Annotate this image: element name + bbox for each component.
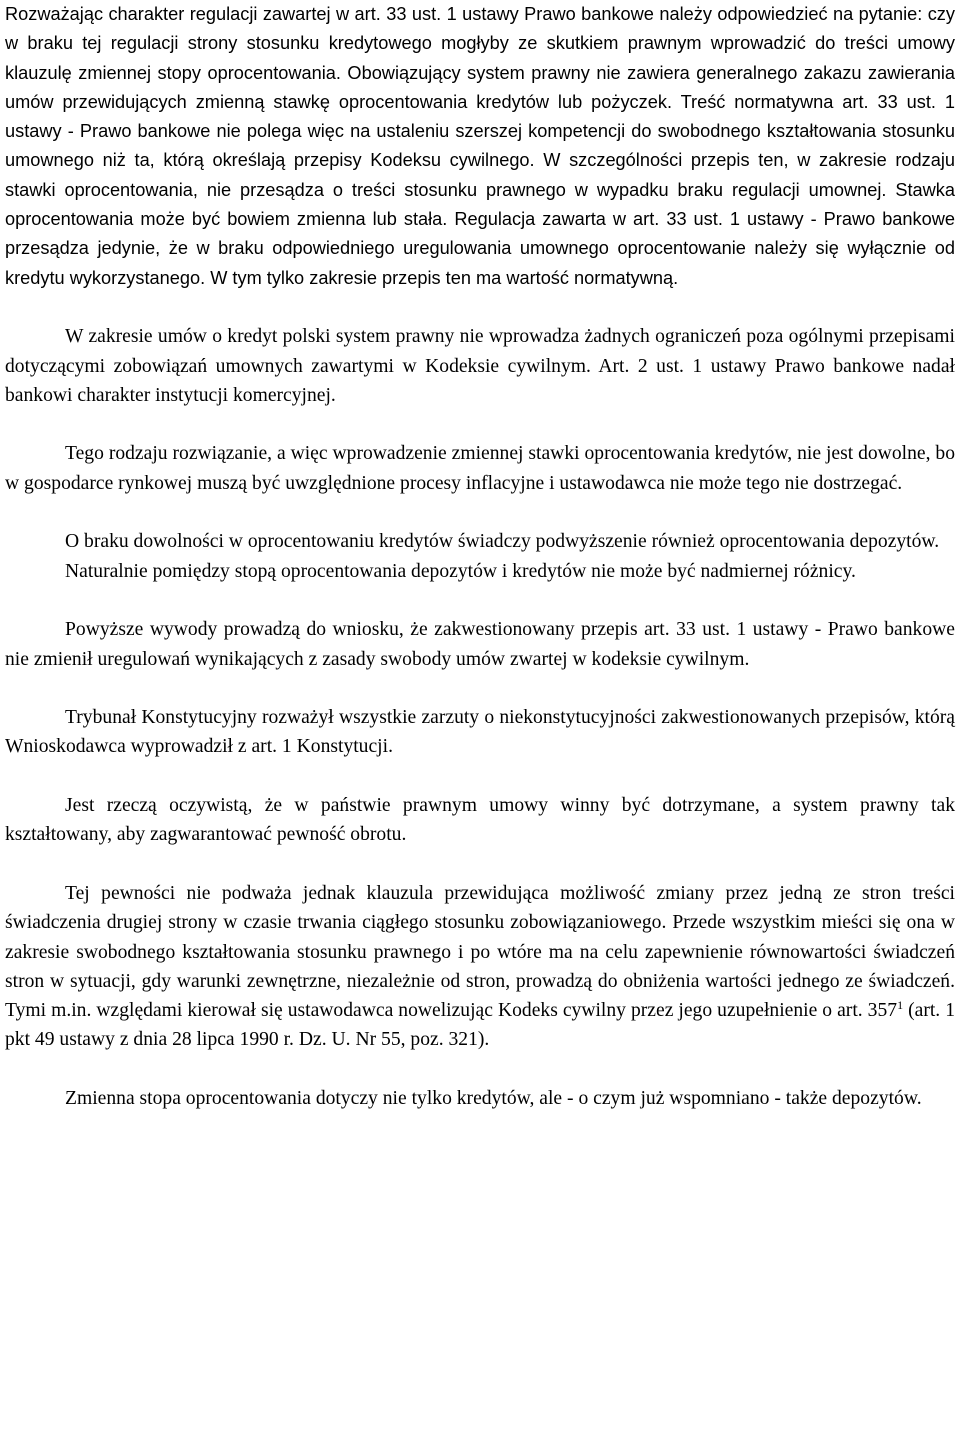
- paragraph-1: [5, 0, 955, 293]
- paragraph-9: [5, 879, 955, 1055]
- paragraph-7: Trybunał Konstytucyjny rozważył wszystkie zarzuty o niekonstytucyjności zakwestionowanych przepisów, którą Wnioskodawca wyprowadził z art. 1 Konstytucji.: [5, 707, 955, 758]
- paragraph-8: Jest rzeczą oczywistą, że w państwie prawnym umowy winny być dotrzymane, a system prawny tak kształtowany, aby zagwarantować pewność obrotu.: [5, 795, 955, 846]
- paragraph-gap: [5, 293, 955, 322]
- paragraph-1-part-b: W szczególności przepis ten, w zakresie rodzaju stawki oprocentowania, nie przesądza o treści stosunku prawnego w wypadku braku regulacji umownej. Stawka oprocentowania może być bowiem zmienna lub stała. Regulacja zawarta w art. 33 ust. 1 ustawy - Prawo bankowe przesądza jedynie, że w braku odpowiedniego uregulowania umownego oprocentowanie należy się wyłącznie od kredytu wykorzystanego. W tym tylko zakresie przepis ten ma wartość normatywną.: [5, 150, 955, 288]
- paragraph-1-part-a: Rozważając charakter regulacji zawartej w art. 33 ust. 1 ustawy Prawo bankowe należy odpowiedzieć na pytanie: czy w braku tej regulacji strony stosunku kredytowego mogłyby ze skutkiem prawnym wprowadzić do treści umowy klauzulę zmiennej stopy oprocentowania. Obowiązujący system prawny nie zawiera generalnego zakazu zawierania umów przewidujących zmienną stawkę oprocentowania kredytów lub pożyczek. Treść normatywna art. 33 ust. 1 ustawy - Prawo bankowe nie polega więc na ustaleniu szerszej kompetencji do swobodnego kształtowania stosunku umownego niż ta, którą określają przepisy Kodeksu cywilnego.: [5, 4, 955, 171]
- article-superscript: 1: [897, 998, 904, 1013]
- paragraph-4: O braku dowolności w oprocentowaniu kredytów świadczy podwyższenie również oprocentowania depozytów.: [65, 531, 940, 553]
- paragraph-3: Tego rodzaju rozwiązanie, a więc wprowadzenie zmiennej stawki oprocentowania kredytów, nie jest dowolne, bo w gospodarce rynkowej muszą być uwzględnione procesy inflacyjne i ustawodawca nie może tego nie dostrzegać.: [5, 443, 955, 494]
- paragraph-9-citation: (art. 1 pkt 49 ustawy z dnia 28 lipca 1990 r. Dz. U. Nr 55, poz. 321).: [5, 1000, 955, 1051]
- paragraph-6: Powyższe wywody prowadzą do wniosku, że zakwestionowany przepis art. 33 ust. 1 ustawy - Prawo bankowe nie zmienił uregulowań wynikających z zasady swobody umów zwartej w kodeksie cywilnym.: [5, 619, 955, 670]
- paragraph-gap: [5, 586, 955, 615]
- paragraph-gap: [5, 762, 955, 791]
- paragraph-gap: [5, 850, 955, 879]
- paragraph-10: Zmienna stopa oprocentowania dotyczy nie tylko kredytów, ale - o czym już wspomniano - także depozytów.: [65, 1087, 922, 1109]
- document-page: [5, 0, 955, 1113]
- paragraph-gap: [5, 674, 955, 703]
- paragraph-gap: [5, 498, 955, 527]
- paragraph-gap: [5, 410, 955, 439]
- paragraph-5: Naturalnie pomiędzy stopą oprocentowania depozytów i kredytów nie może być nadmiernej różnicy.: [65, 560, 856, 582]
- paragraph-9-text: Tej pewności nie podważa jednak klauzula przewidująca możliwość zmiany przez jedną ze stron treści świadczenia drugiej strony w czasie trwania ciągłego stosunku zobowiązaniowego. Przede wszystkim mieści się ona w zakresie swobodnego kształtowania stosunku prawnego i po wtóre ma na celu zapewnienie równowartości świadczeń stron w sytuacji, gdy warunki zewnętrzne, niezależnie od stron, prowadzą do obniżenia wartości jednego ze świadczeń. Tymi m.in. względami kierował się ustawodawca nowelizując Kodeks cywilny przez jego uzupełnienie o art. 357: [5, 882, 955, 1022]
- paragraph-gap: [5, 1055, 955, 1084]
- paragraph-2: W zakresie umów o kredyt polski system prawny nie wprowadza żadnych ograniczeń poza ogólnymi przepisami dotyczącymi zobowiązań umownych zawartymi w Kodeksie cywilnym. Art. 2 ust. 1 ustawy Prawo bankowe nadał bankowi charakter instytucji komercyjnej.: [5, 326, 955, 406]
